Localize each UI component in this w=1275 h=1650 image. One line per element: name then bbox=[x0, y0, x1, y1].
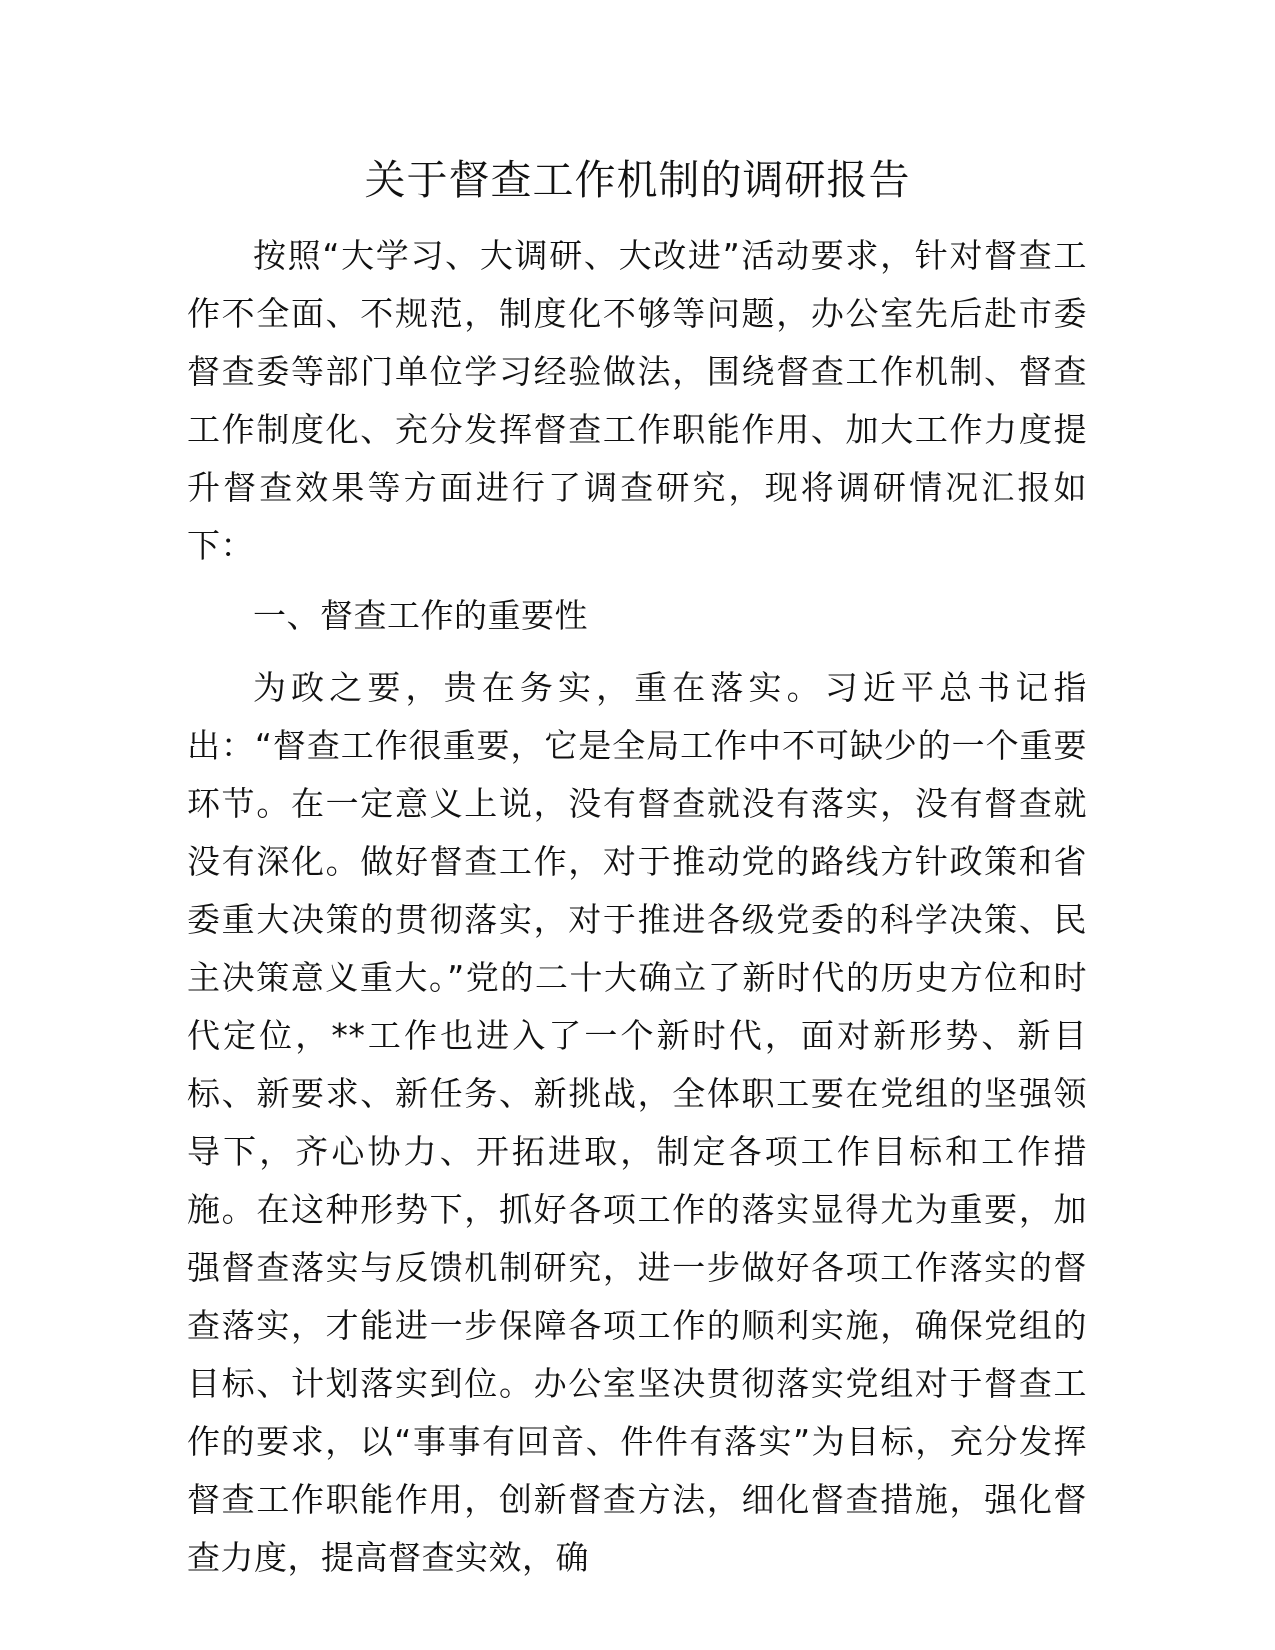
document-title: 关于督查工作机制的调研报告 bbox=[364, 156, 911, 204]
section-heading: 一、督查工作的重要性 bbox=[253, 596, 588, 635]
body-paragraph: 为政之要，贵在务实，重在落实。习近平总书记指出：“督查工作很重要，它是全局工作中不可缺少的一个重要环节。在一定意义上说，没有督查就没有落实，没有督查就没有深化。做好督查工作，对于推动党的路线方针政策和省委重大决策的贯彻落实，对于推进各级党委的科学决策、民主决策意义重大。”党的二十大确立了新时代的历史方位和时代定位，**工作也进入了一个新时代，面对新形势、新目标、新要求、新任务、新挑战，全体职工要在党组的坚强领导下，齐心协力、开拓进取，制定各项工作目标和工作措施。在这种形势下，抓好各项工作的落实显得尤为重要，加强督查落实与反馈机制研究，进一步做好各项工作落实的督查落实，才能进一步保障各项工作的顺利实施，确保党组的目标、计划落实到位。办公室坚决贯彻落实党组对于督查工作的要求，以“事事有回音、件件有落实”为目标，充分发挥督查工作职能作用，创新督查方法，细化督查措施，强化督查力度，提高督查实效，确 bbox=[187, 668, 1087, 1577]
intro-paragraph: 按照“大学习、大调研、大改进”活动要求，针对督查工作不全面、不规范，制度化不够等问题，办公室先后赴市委督查委等部门单位学习经验做法，围绕督查工作机制、督查工作制度化、充分发挥督查工作职能作用、加大工作力度提升督查效果等方面进行了调查研究，现将调研情况汇报如下： bbox=[187, 236, 1087, 565]
document-body bbox=[187, 227, 1087, 1587]
